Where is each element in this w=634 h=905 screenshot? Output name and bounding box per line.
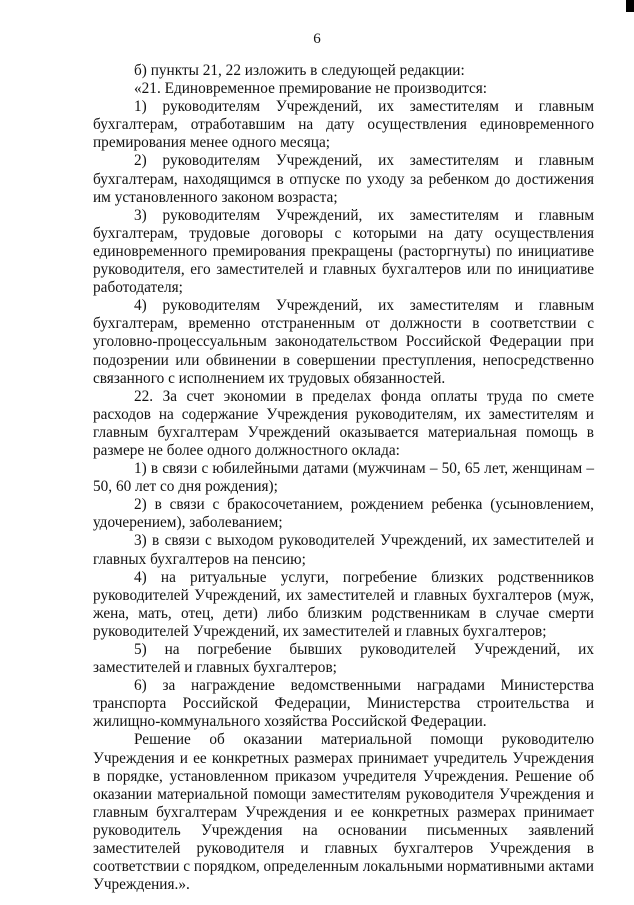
paragraph-item-21-2: 2) руководителям Учреждений, их заместителям и главным бухгалтерам, находящимся в отпуске по уходу за ребенком до достижения им установленного законом возраста;	[93, 152, 594, 206]
paragraph-item-21-3: 3) руководителям Учреждений, их заместителям и главным бухгалтерам, трудовые договоры с которыми на дату осуществления единовременного премирования прекращены (расторгнуты) по инициативе руководителя, его заместителей и главных бухгалтеров или по инициативе работодателя;	[93, 206, 594, 297]
paragraph-item-21-4: 4) руководителям Учреждений, их заместителям и главным бухгалтерам, временно отстраненным от должности в соответствии с уголовно-процессуальным законодательством Российской Федерации при подозрении или обвинении в совершении преступления, непосредственно связанного с исполнением их трудовых обязанностей.	[93, 297, 594, 387]
paragraph-item-22-6: 6) за награждение ведомственными наградами Министерства транспорта Российской Федерации, Министерства строительства и жилищно-коммунального хозяйства Российской Федерации.	[93, 677, 594, 731]
paragraph-item-22-3: 3) в связи с выходом руководителей Учреждений, их заместителей и главных бухгалтеров на пенсию;	[93, 532, 594, 568]
scan-corner-mark	[626, 0, 634, 12]
page-number: 6	[313, 31, 321, 47]
paragraph-item-22-2: 2) в связи с бракосочетанием, рождением ребенка (усыновлением, удочерением), заболеванием;	[93, 496, 594, 532]
paragraph-item-21-1: 1) руководителям Учреждений, их заместителям и главным бухгалтерам, отработавшим на дату осуществления единовременного премирования менее одного месяца;	[93, 98, 594, 152]
paragraph-item-22-4: 4) на ритуальные услуги, погребение близких родственников руководителей Учреждений, их заместителей и главных бухгалтеров (муж, жена, мать, отец, дети) либо близким родственникам в случае смерти руководителей Учреждений, их заместителей и главных бухгалтеров;	[93, 568, 594, 640]
paragraph-intro: б) пункты 21, 22 изложить в следующей редакции:	[134, 62, 465, 79]
paragraph-decision: Решение об оказании материальной помощи руководителю Учреждения и ее конкретных размерах принимает учредитель Учреждения в порядке, установленном приказом учредителя Учреждения. Решение об оказании материальной помощи заместителям руководителя Учреждения и главным бухгалтерам Учреждения и ее конкретных размерах принимает руководитель Учреждения на основании письменных заявлений заместителей руководителя и главных бухгалтеров Учреждения в соответствии с порядком, определенным локальными нормативными актами Учреждения.».	[93, 731, 594, 894]
paragraph-item-22-heading: 22. За счет экономии в пределах фонда оплаты труда по смете расходов на содержание Учреждения руководителям, их заместителям и главным бухгалтерам Учреждений оказывается материальная помощь в размере не более одного должностного оклада:	[93, 387, 594, 459]
paragraph-item-21-heading: «21. Единовременное премирование не производится:	[134, 80, 488, 98]
paragraph-item-22-5: 5) на погребение бывших руководителей Учреждений, их заместителей и главных бухгалтеров;	[93, 641, 594, 677]
paragraph-item-22-1: 1) в связи с юбилейными датами (мужчинам – 50, 65 лет, женщинам – 50, 60 лет со дня рождения);	[93, 460, 594, 496]
document-body	[93, 62, 594, 894]
